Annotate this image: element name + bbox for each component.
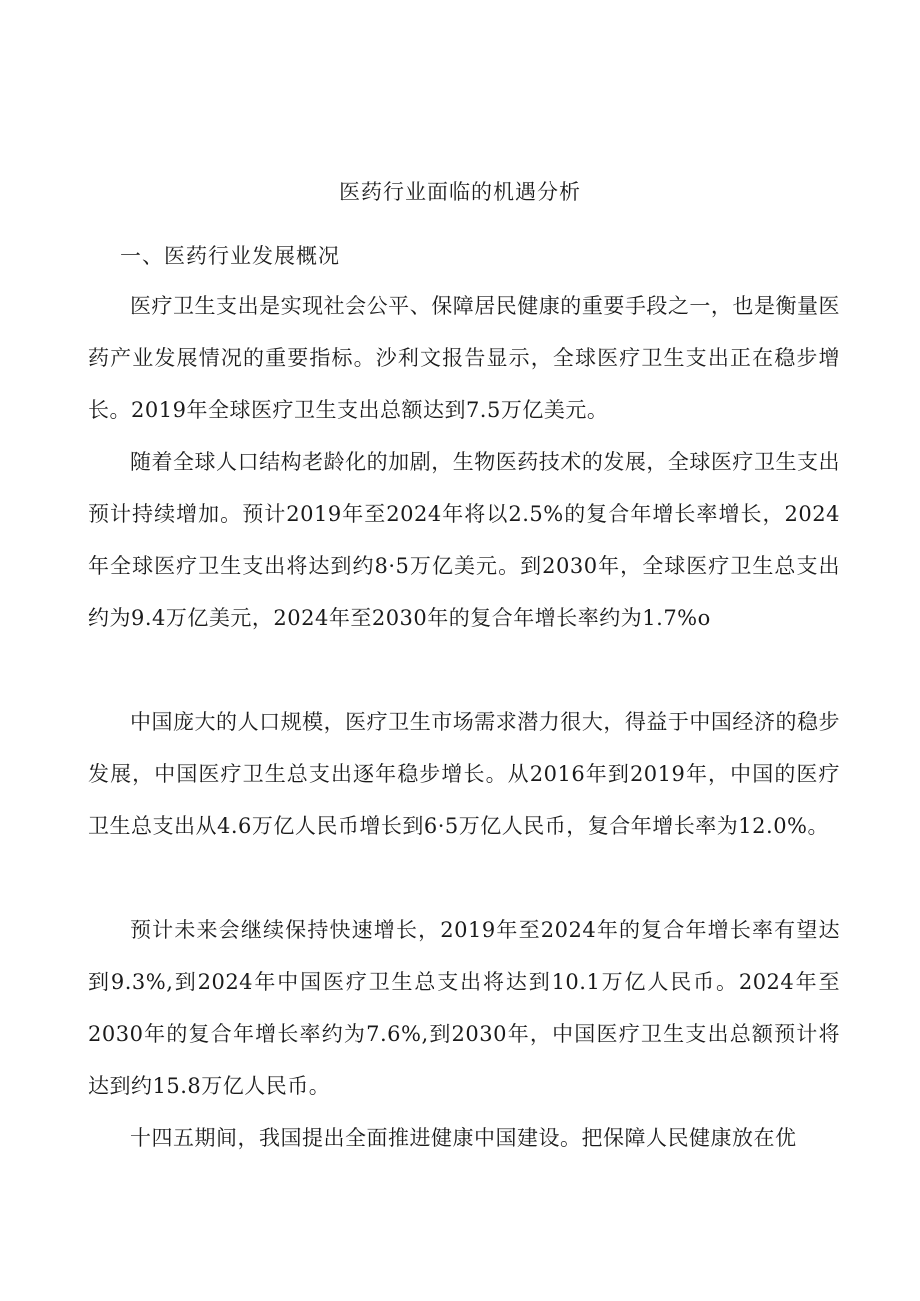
paragraph-china-forecast: 预计未来会继续保持快速增长，2019年至2024年的复合年增长率有望达到9.3%,到2024年中国医疗卫生总支出将达到10.1万亿人民币。2024年至2030年的复合年增长率约为7.6%,到2030年，中国医疗卫生支出总额预计将达到约15.8万亿人民币。	[88, 918, 840, 1098]
paragraph-china-spending: 中国庞大的人口规模，医疗卫生市场需求潜力很大，得益于中国经济的稳步发展，中国医疗卫生总支出逐年稳步增长。从2016年到2019年，中国的医疗卫生总支出从4.6万亿人民币增长到6·5万亿人民币，复合年增长率为12.0%。	[88, 710, 840, 838]
paragraph-healthy-china: 十四五期间，我国提出全面推进健康中国建设。把保障人民健康放在优	[130, 1126, 797, 1150]
paragraph-global-health-spending: 医疗卫生支出是实现社会公平、保障居民健康的重要手段之一，也是衡量医药产业发展情况的重要指标。沙利文报告显示，全球医疗卫生支出正在稳步增长。2019年全球医疗卫生支出总额达到7.5万亿美元。	[88, 294, 840, 422]
section-heading: 一、医药行业发展概况	[120, 244, 340, 268]
paragraph-global-forecast: 随着全球人口结构老龄化的加剧，生物医药技术的发展，全球医疗卫生支出预计持续增加。预计2019年至2024年将以2.5%的复合年增长率增长，2024年全球医疗卫生支出将达到约8·5万亿美元。到2030年，全球医疗卫生总支出约为9.4万亿美元，2024年至2030年的复合年增长率约为1.7%o	[88, 450, 840, 630]
document-title: 医药行业面临的机遇分析	[339, 180, 581, 204]
